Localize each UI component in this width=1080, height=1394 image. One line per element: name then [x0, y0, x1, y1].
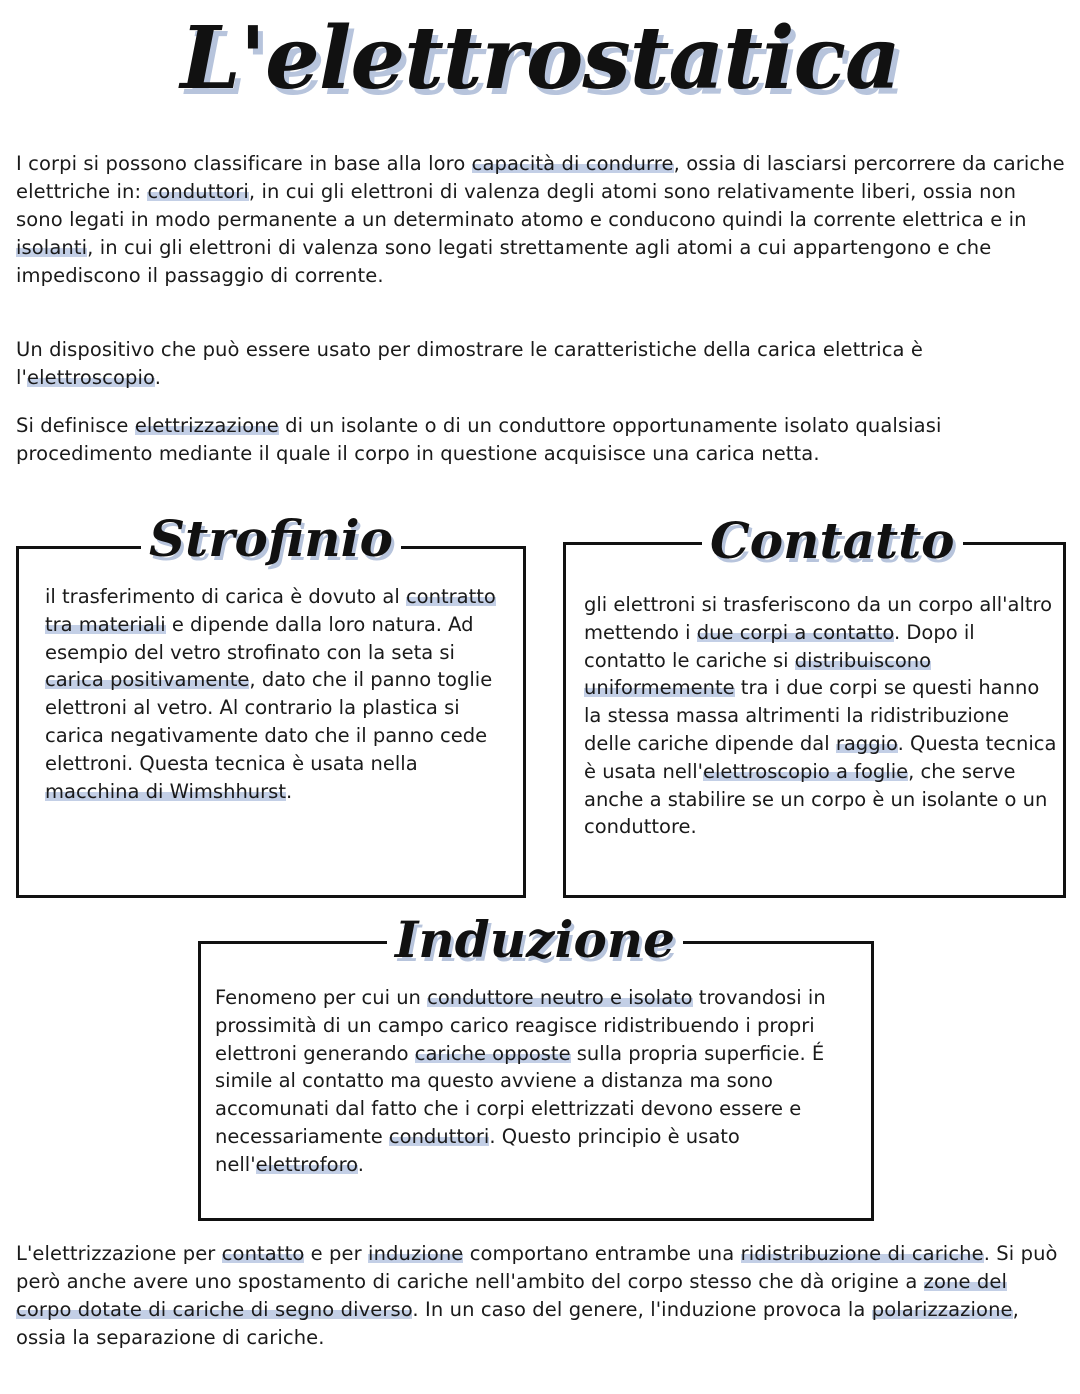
- contatto-text: gli elettroni si trasferiscono da un corpo all'altro mettendo i due corpi a contatto. Dopo il contatto le cariche si distribuiscono uniformemente tra i due corpi se questi hanno la stessa massa altrimenti la ridistribuzione delle cariche dipende dal raggio. Questa tecnica è usata nell'elettroscopio a foglie, che serve anche a stabilire se un corpo è un isolante o un conduttore.: [584, 593, 1057, 839]
- highlighted-term: macchina di Wimshhurst: [45, 779, 286, 803]
- page-title: L'elettrostatica: [180, 8, 900, 109]
- highlighted-term: distribuiscono uniformemente: [584, 648, 932, 700]
- strofinio-box: [16, 509, 526, 898]
- highlighted-term: isolanti: [16, 236, 88, 259]
- highlighted-term: elettroscopio a foglie: [703, 759, 909, 783]
- intro-paragraph-electroscope: Un dispositivo che può essere usato per dimostrare le caratteristiche della carica elettrica è l'elettroscopio.: [16, 338, 923, 389]
- highlighted-term: induzione: [368, 1242, 464, 1265]
- highlighted-term: elettroscopio: [26, 366, 155, 389]
- conclusion-paragraph: L'elettrizzazione per contatto e per induzione comportano entrambe una ridistribuzione di cariche. Si può però anche avere uno spostamento di cariche nell'ambito del corpo stesso che dà origine a zone del corpo dotate di cariche di segno diverso. In un caso del genere, l'induzione provoca la polarizzazione, ossia la separazione di cariche.: [16, 1242, 1058, 1349]
- intro-paragraph-electrification: Si definisce elettrizzazione di un isolante o di un conduttore opportunamente isolato qualsiasi procedimento mediante il quale il corpo in questione acquisisce una carica netta.: [16, 414, 942, 465]
- highlighted-term: zone del corpo dotate di cariche di segno diverso: [16, 1270, 1007, 1321]
- highlighted-term: ridistribuzione di cariche: [740, 1242, 984, 1265]
- highlighted-term: raggio: [835, 731, 898, 755]
- strofinio-text: il trasferimento di carica è dovuto al contratto tra materiali e dipende dalla loro natura. Ad esempio del vetro strofinato con la seta si carica positivamente, dato che il panno toglie elettroni al vetro. Al contrario la plastica si carica negativamente dato che il panno cede elettroni. Questa tecnica è usata nella macchina di Wimshhurst.: [45, 585, 496, 803]
- highlighted-term: polarizzazione: [871, 1298, 1013, 1321]
- intro-paragraph-conductors: I corpi si possono classificare in base alla loro capacità di condurre, ossia di lasciarsi percorrere da cariche elettriche in: conduttori, in cui gli elettroni di valenza degli atomi sono relativamente liberi, ossia non sono legati in modo permanente a un determinato atomo e conducono quindi la corrente elettrica e in isolanti, in cui gli elettroni di valenza sono legati strettamente agli atomi a cui appartengono e che impediscono il passaggio di corrente.: [16, 152, 1065, 287]
- highlighted-term: elettroforo: [255, 1152, 358, 1176]
- highlighted-term: contratto tra materiali: [45, 585, 496, 636]
- highlighted-term: due corpi a contatto: [696, 620, 894, 644]
- highlighted-term: conduttori: [147, 180, 249, 203]
- highlighted-term: cariche opposte: [414, 1041, 571, 1065]
- induzione-text: Fenomeno per cui un conduttore neutro e isolato trovandosi in prossimità di un campo carico reagisce ridistribuendo i propri elettroni generando cariche opposte sulla propria superficie. É simile al contatto ma questo avviene a distanza ma sono accomunati dal fatto che i corpi elettrizzati devono essere e necessariamente conduttori. Questo principio è usato nell'elettroforo.: [215, 986, 826, 1176]
- strofinio-title: Strofinio: [141, 509, 401, 569]
- induzione-title: Induzione: [387, 910, 683, 970]
- contatto-box: [563, 511, 1066, 898]
- highlighted-term: contatto: [221, 1242, 305, 1265]
- highlighted-term: capacità di condurre: [471, 152, 674, 175]
- highlighted-term: conduttore neutro e isolato: [427, 986, 693, 1009]
- contatto-title: Contatto: [702, 511, 963, 571]
- highlighted-term: elettrizzazione: [134, 414, 279, 437]
- highlighted-term: carica positivamente: [45, 668, 250, 692]
- highlighted-term: conduttori: [388, 1124, 490, 1148]
- induzione-box: [198, 910, 874, 1221]
